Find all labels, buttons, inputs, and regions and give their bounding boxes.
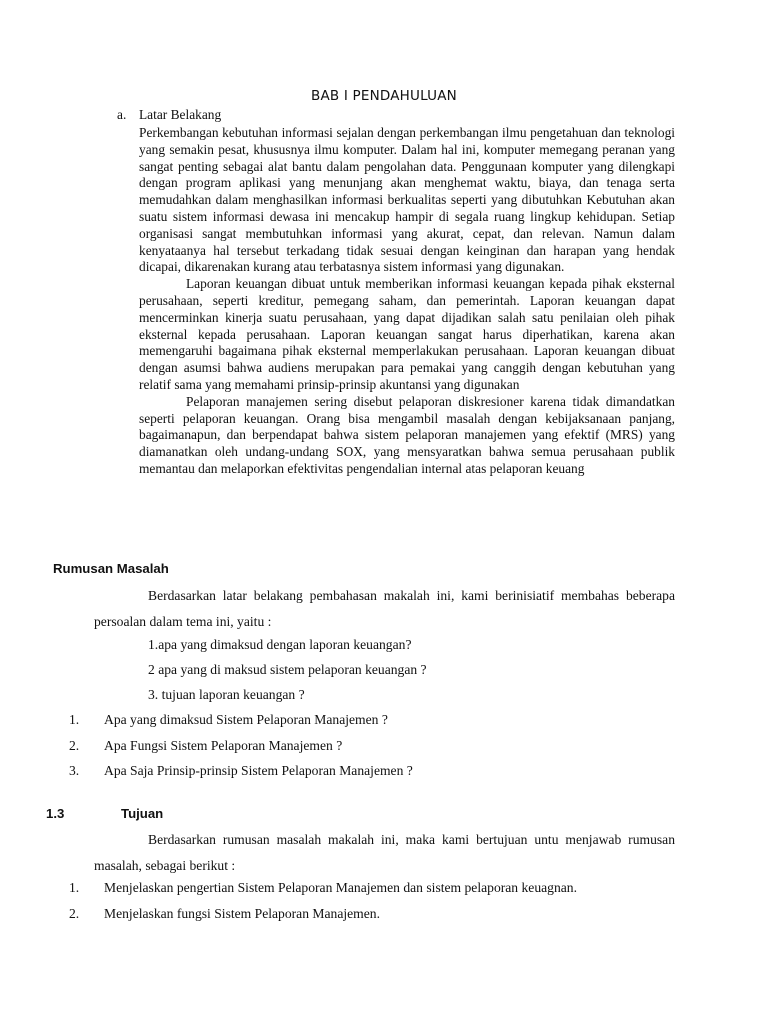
list-number: 1. [69,712,80,727]
section-number: 1.3 [46,806,65,821]
question-item: 3. tujuan laporan keuangan ? [148,687,305,702]
list-item: Menjelaskan pengertian Sistem Pelaporan Manajemen dan sistem pelaporan keuagnan. [104,880,577,895]
paragraph: Berdasarkan rumusan masalah makalah ini, maka kami bertujuan untu menjawab rumusan masalah, sebagai berikut : [94,832,675,873]
tujuan-heading: Tujuan [121,806,164,821]
question-item: 2 apa yang di maksud sistem pelaporan keuangan ? [148,662,427,677]
list-marker: a. [117,107,127,122]
list-item: Menjelaskan fungsi Sistem Pelaporan Manajemen. [104,906,380,921]
list-number: 2. [69,906,80,921]
list-number: 2. [69,738,80,753]
list-number: 3. [69,763,80,778]
paragraph: Perkembangan kebutuhan informasi sejalan dengan perkembangan ilmu pengetahuan dan teknologi yang semakin pesat, khususnya ilmu komputer. Dalam hal ini, komputer memegang peranan yang sangat penting sebagai alat bantu dalam pengolahan data. Penggunaan komputer yang dilengkapi dengan program aplikasi yang menunjang akan menghemat waktu, biaya, dan tenaga serta memudahkan dalam menghasilkan informasi berkualitas seperti yang dibutuhkan Kebutuhan akan suatu sistem informasi dewasa ini mencakup hampir di segala ruang lingkup kehidupan. Setiap organisasi sangat membutuhkan informasi yang akurat, cepat, dan relevan. Namun dalam kenyataanya hal tersebut terkadang tidak sesuai dengan keinginan dan harapan yang hendak dicapai, dikarenakan kurang atau terbatasnya sistem informasi yang digunakan. [139,125,675,275]
paragraph: Laporan keuangan dibuat untuk memberikan informasi keuangan kepada pihak eksternal perusahaan, seperti kreditur, pemegang saham, dan pemerintah. Laporan keuangan dapat mencerminkan kinerja suatu perusahaan, yang dapat dijadikan salah satu penilaian oleh pihak eksternal kepada perusahaan. Laporan keuangan sangat harus diperhatikan, karena akan memengaruhi bagaimana pihak eksternal memperlakukan perusahaan. Laporan keuangan dibuat dengan asumsi bahwa audiens merupakan para pemakai yang canggih dengan kebutuhan yang relatif sama yang memahami prinsip-prinsip akuntansi yang digunakan [139,276,675,392]
subsection-title: Latar Belakang [139,107,222,122]
chapter-title: BAB I PENDAHULUAN [311,88,457,104]
tujuan-intro [94,827,675,878]
latar-belakang-heading [117,107,221,123]
latar-belakang-body [139,125,675,478]
paragraph: Pelaporan manajemen sering disebut pelaporan diskresioner karena tidak dimandatkan seperti pelaporan keuangan. Orang bisa mengambil masalah dengan kebijaksanaan panjang, bagaimanapun, dan berpendapat bahwa sistem pelaporan manajemen yang efektif (MRS) yang diamanatkan oleh undang-undang SOX, yang mensyaratkan bahwa semua perusahaan publik memantau dan melaporkan efektivitas pengendalian internal atas pelaporan keuang [139,393,675,476]
paragraph: Berdasarkan latar belakang pembahasan makalah ini, kami berinisiatif membahas beberapa persoalan dalam tema ini, yaitu : [94,588,675,629]
list-item: Apa Saja Prinsip-prinsip Sistem Pelaporan Manajemen ? [104,763,413,778]
list-number: 1. [69,880,80,895]
rumusan-intro [94,583,675,634]
question-item: 1.apa yang dimaksud dengan laporan keuangan? [148,637,412,652]
list-item: Apa Fungsi Sistem Pelaporan Manajemen ? [104,738,343,753]
rumusan-masalah-heading: Rumusan Masalah [53,561,169,576]
list-item: Apa yang dimaksud Sistem Pelaporan Manajemen ? [104,712,388,727]
